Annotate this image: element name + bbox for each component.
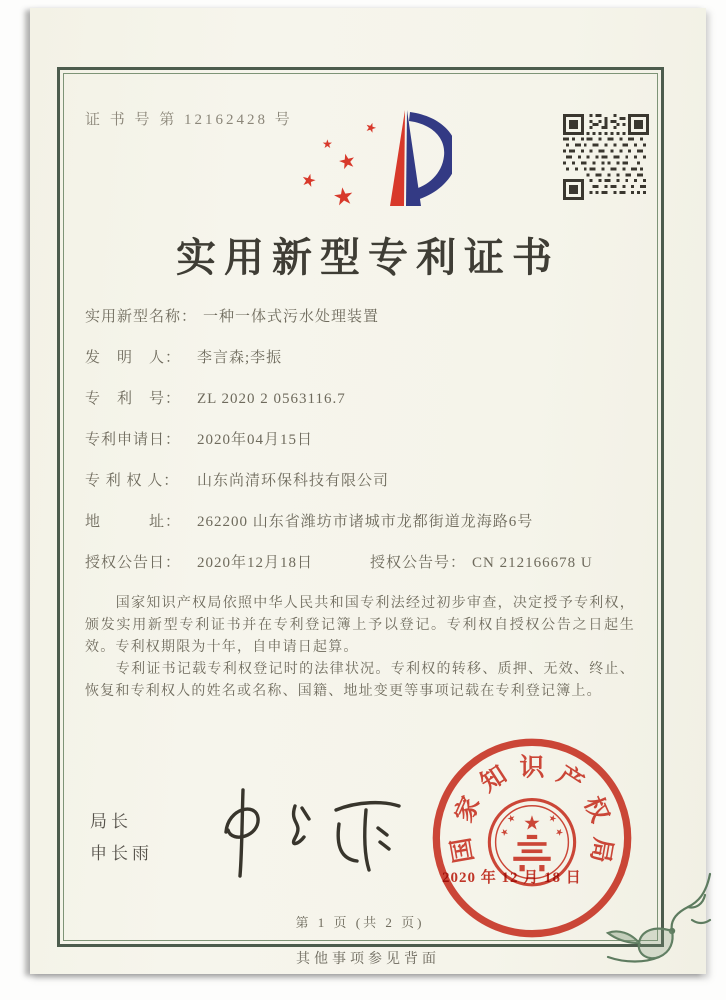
grant-number-pair bbox=[370, 549, 593, 577]
field-label: 专 利 号： bbox=[85, 391, 182, 407]
page-indicator: 第 1 页 (共 2 页) bbox=[295, 915, 425, 930]
field-label: 实用新型名称： bbox=[85, 309, 198, 325]
emblem-star-icon: ★ bbox=[505, 812, 518, 826]
field-value: 262200 山东省潍坊市诸城市龙都街道龙海路6号 bbox=[197, 514, 534, 530]
field-label: 专利申请日： bbox=[85, 432, 182, 448]
field-row-grant bbox=[85, 549, 630, 577]
field-list bbox=[85, 303, 630, 590]
star-icon: ★ bbox=[298, 169, 319, 193]
seal-char: 产 bbox=[552, 761, 588, 798]
field-row-filing-date bbox=[85, 426, 630, 454]
legal-paragraph-2: 专利证书记载专利权登记时的法律状况。专利权的转移、质押、无效、终止、恢复和专利权人的姓名或名称、国籍、地址变更等事项记载在专利登记簿上。 bbox=[85, 662, 635, 699]
field-value: 2020年04月15日 bbox=[197, 432, 314, 448]
seal-char: 家 bbox=[450, 792, 486, 827]
field-label: 地 址： bbox=[85, 514, 182, 530]
field-label: 专 利 权 人： bbox=[85, 473, 180, 489]
field-row-name bbox=[85, 303, 630, 331]
legal-paragraph-1: 国家知识产权局依照中华人民共和国专利法经过初步审查，决定授予专利权，颁发实用新型专利证书并在专利登记簿上予以登记。专利权自授权公告之日起生效。专利权期限为十年，自申请日起算。 bbox=[85, 596, 635, 655]
qr-code-icon bbox=[563, 114, 649, 200]
field-value: CN 212166678 U bbox=[472, 555, 593, 571]
director-signature-icon bbox=[198, 780, 408, 885]
emblem-star-icon: ★ bbox=[498, 825, 512, 840]
field-row-inventor bbox=[85, 344, 630, 372]
field-value: 山东尚清环保科技有限公司 bbox=[197, 473, 390, 489]
field-label: 授权公告号： bbox=[370, 555, 467, 571]
certificate-number: 证 书 号 第 12162428 号 bbox=[85, 112, 293, 128]
field-row-patentee bbox=[85, 467, 630, 495]
seal-char: 局 bbox=[585, 835, 617, 865]
certificate-title: 实用新型专利证书 bbox=[176, 235, 560, 280]
seal-char: 国 bbox=[447, 835, 479, 865]
star-icon: ★ bbox=[330, 181, 357, 212]
cnipa-logo-icon bbox=[292, 103, 452, 213]
emblem-star-icon: ★ bbox=[523, 811, 541, 835]
star-icon: ★ bbox=[322, 137, 333, 151]
star-icon: ★ bbox=[335, 147, 359, 175]
logo-cone-red bbox=[390, 110, 405, 206]
seal-char: 知 bbox=[476, 761, 512, 798]
legal-text bbox=[85, 593, 635, 703]
field-row-patent-no bbox=[85, 385, 630, 413]
director-block bbox=[90, 806, 153, 870]
seal-date: 2020 年 12 月 18 日 bbox=[442, 870, 582, 886]
seal-char: 识 bbox=[519, 754, 545, 782]
star-icon: ★ bbox=[362, 119, 379, 138]
director-name: 申长雨 bbox=[90, 844, 153, 863]
seal-char: 权 bbox=[578, 792, 614, 827]
field-value: ZL 2020 2 0563116.7 bbox=[197, 391, 346, 407]
field-value: 一种一体式污水处理装置 bbox=[203, 309, 380, 325]
emblem-star-icon: ★ bbox=[546, 812, 559, 826]
certificate-page bbox=[30, 8, 706, 974]
field-value: 2020年12月18日 bbox=[197, 555, 314, 571]
field-row-address bbox=[85, 508, 630, 536]
emblem-star-icon: ★ bbox=[552, 825, 566, 840]
corner-flourish-icon bbox=[600, 868, 718, 966]
field-label: 授权公告日： bbox=[85, 555, 182, 571]
director-title: 局长 bbox=[90, 812, 132, 831]
field-value: 李言森;李振 bbox=[197, 350, 283, 366]
footer-note: 其他事项参见背面 bbox=[296, 952, 440, 967]
field-label: 发 明 人： bbox=[85, 350, 182, 366]
